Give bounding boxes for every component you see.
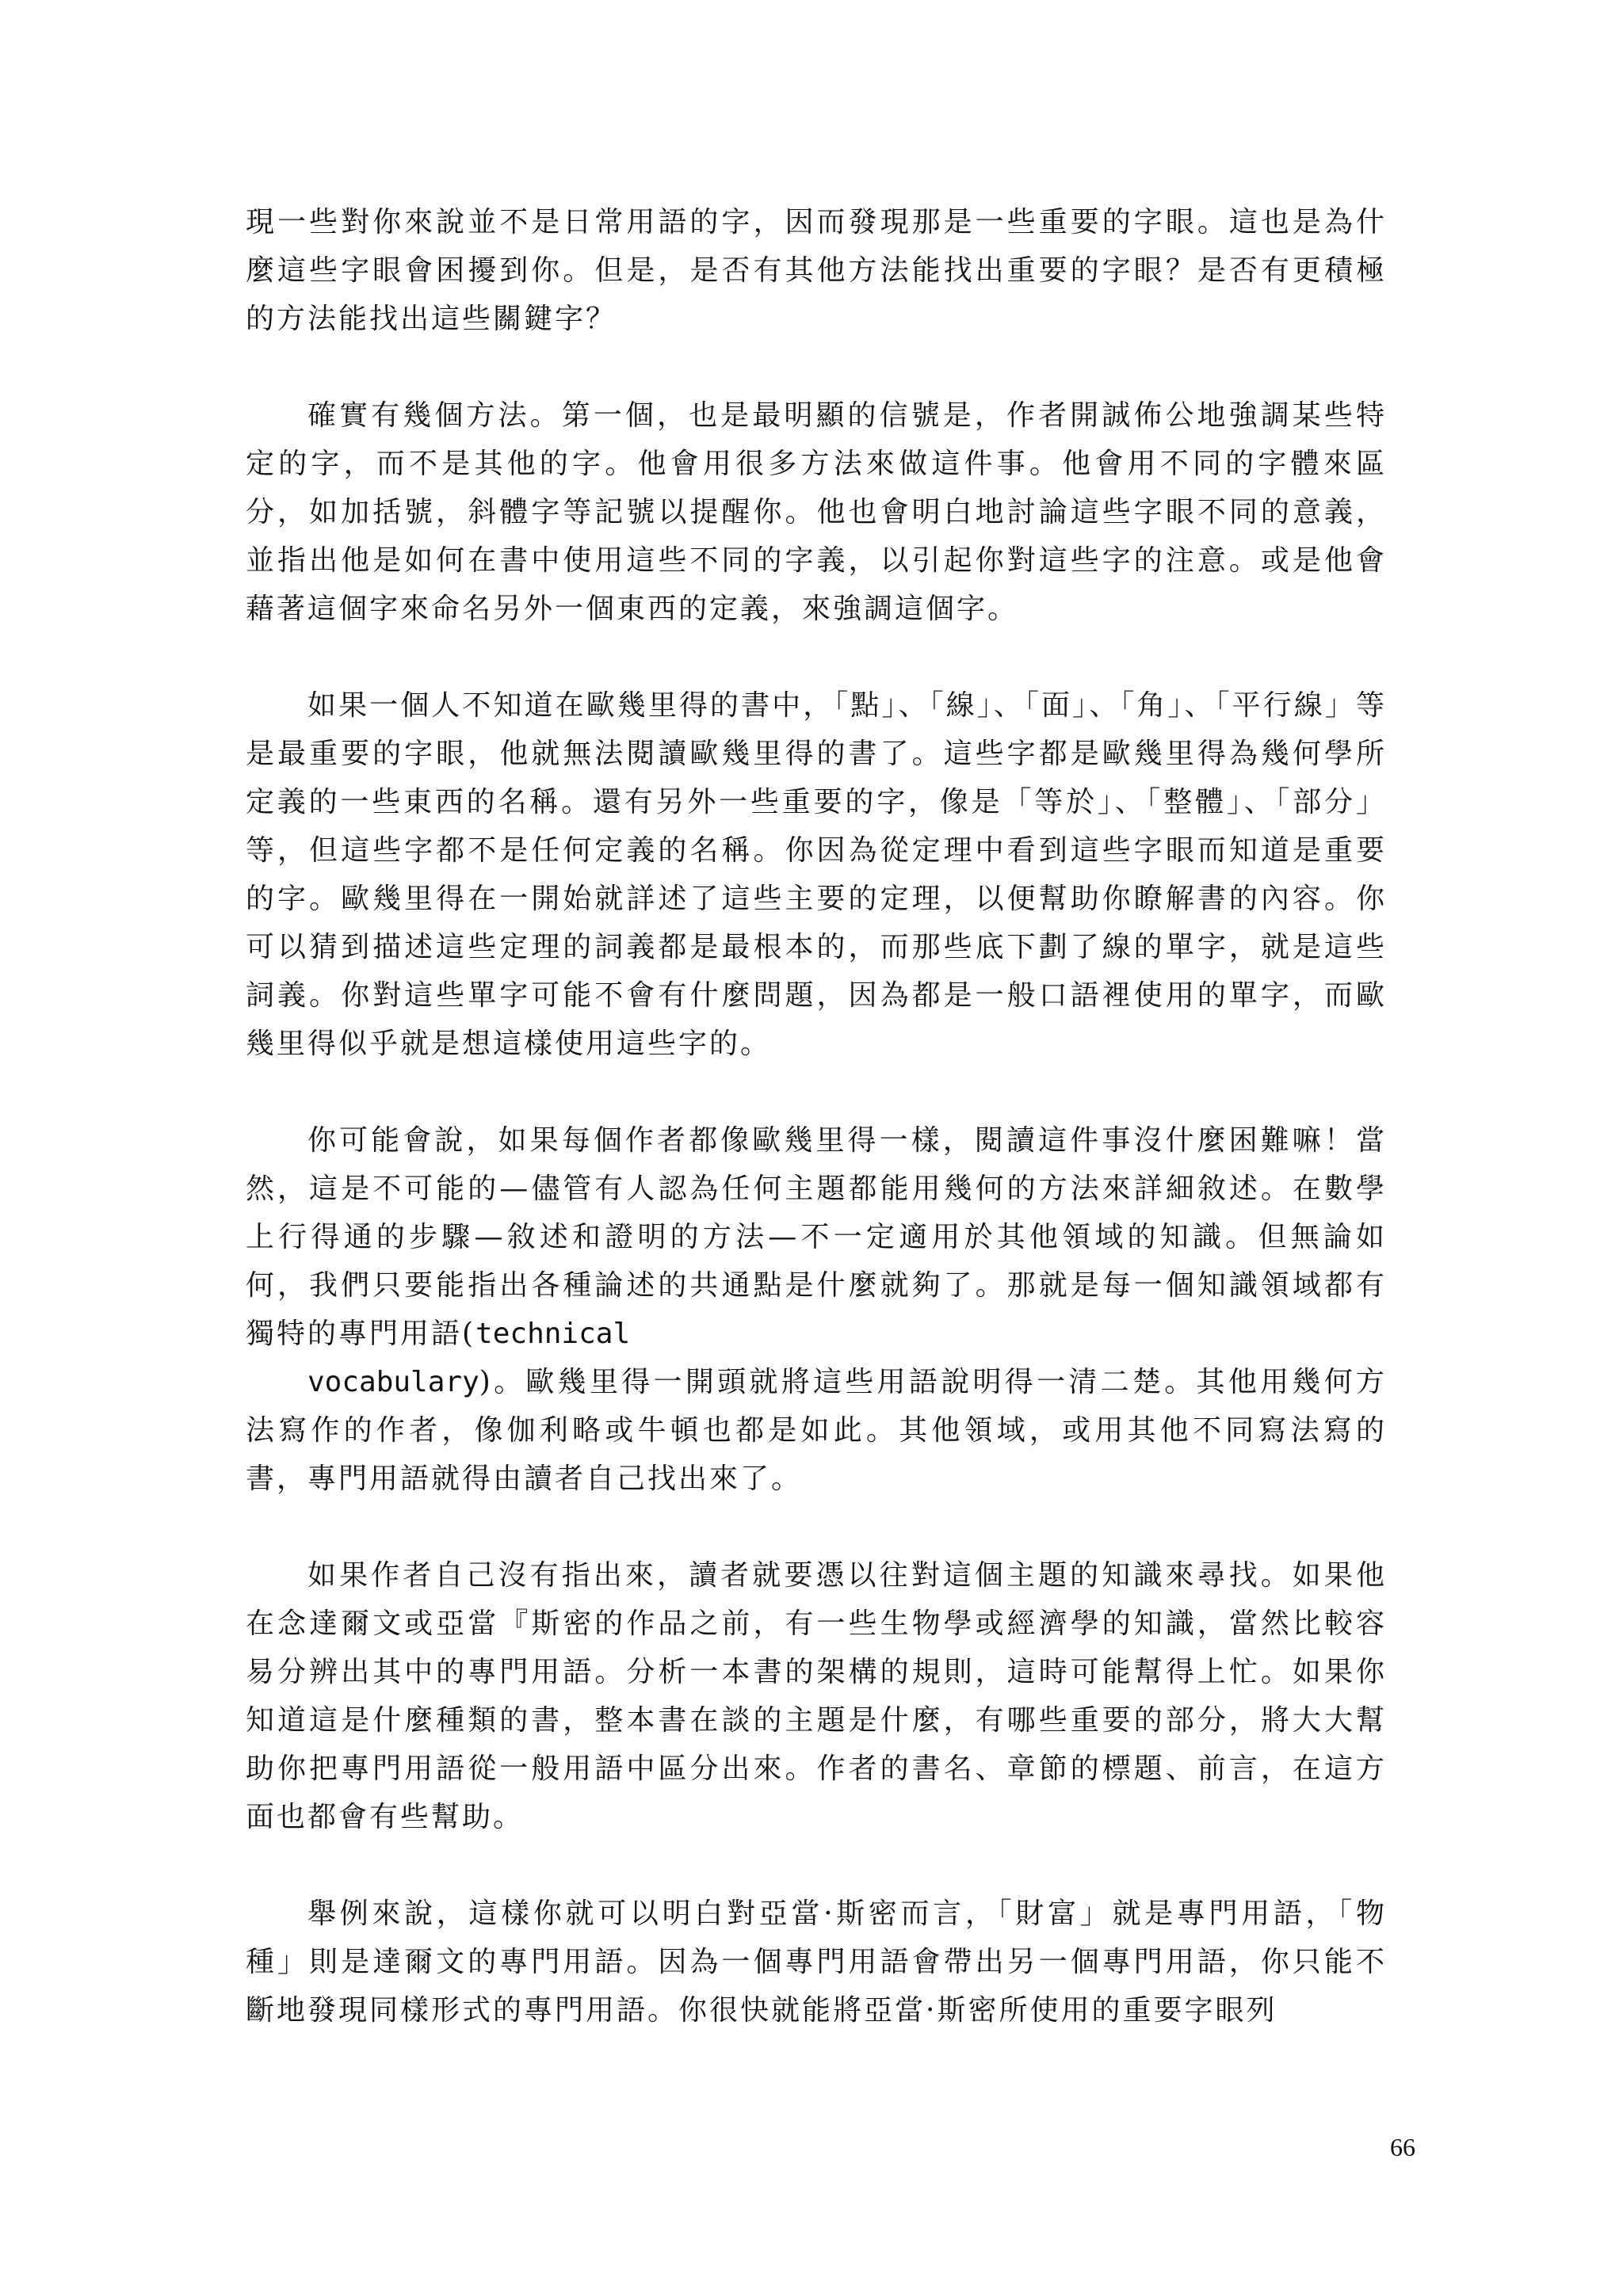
page-number: 66 [1390, 2133, 1415, 2161]
paragraph-methods: 確實有幾個方法。第一個，也是最明顯的信號是，作者開誠佈公地強調某些特定的字，而不是其他的字。他會用很多方法來做這件事。他會用不同的字體來區分，如加括號，斜體字等記號以提醒你。他也會明白地討論這些字眼不同的意義，並指出他是如何在書中使用這些不同的字義，以引起你對這些字的注意。或是他會藉著這個字來命名另外一個東西的定義，來強調這個字。 [246, 399, 1387, 625]
paragraph-technical-vocabulary [246, 1116, 1387, 1503]
paragraph-euclid: 如果一個人不知道在歐幾里得的書中，「點」、「線」、「面」、「角」、「平行線」等是最重要的字眼，他就無法閱讀歐幾里得的書了。這些字都是歐幾里得為幾何學所定義的一些東西的名稱。還有另外一些重要的字，像是「等於」、「整體」、「部分」等，但這些字都不是任何定義的名稱。你因為從定理中看到這些字眼而知道是重要的字。歐幾里得在一開始就詳述了這些主要的定理，以便幫助你瞭解書的內容。你可以猜到描述這些定理的詞義都是最根本的，而那些底下劃了線的單字，就是這些詞義。你對這些單字可能不會有什麼問題，因為都是一般口語裡使用的單字，而歐幾里得似乎就是想這樣使用這些字的。 [246, 689, 1387, 1060]
paragraph-example: 舉例來說，這樣你就可以明白對亞當·斯密而言，「財富」就是專門用語，「物種」則是達爾文的專門用語。因為一個專門用語會帶出另一個專門用語，你只能不斷地發現同樣形式的專門用語。你很快就能將亞當·斯密所使用的重要字眼列 [246, 1897, 1387, 2027]
paragraph-continuation-line [246, 1358, 1387, 1503]
paragraph-text-part2: )。歐幾里得一開頭就將這些用語說明得一清二楚。其他用幾何方法寫作的作者，像伽利略或牛頓也都是如此。其他領域，或用其他不同寫法寫的書，專門用語就得由讀者自己找出來了。 [246, 1366, 1387, 1495]
term-technical: technical [475, 1318, 631, 1350]
paragraph-text-part1: 你可能會說，如果每個作者都像歐幾里得一樣，閱讀這件事沒什麼困難嘛！當然，這是不可能的—儘管有人認為任何主題都能用幾何的方法來詳細敘述。在數學上行得通的步驟—敘述和證明的方法—不一定適用於其他領域的知識。但無論如何，我們只要能指出各種論述的共通點是什麼就夠了。那就是每一個知識領域都有獨特的專門用語( [246, 1124, 1387, 1350]
paragraph-prior-knowledge: 如果作者自己沒有指出來，讀者就要憑以往對這個主題的知識來尋找。如果他在念達爾文或亞當『斯密的作品之前，有一些生物學或經濟學的知識，當然比較容易分辨出其中的專門用語。分析一本書的架構的規則，這時可能幫得上忙。如果你知道這是什麼種類的書，整本書在談的主題是什麼，有哪些重要的部分，將大大幫助你把專門用語從一般用語中區分出來。作者的書名、章節的標題、前言，在這方面也都會有些幫助。 [246, 1559, 1387, 1833]
term-vocabulary: vocabulary [307, 1366, 479, 1398]
paragraph-continuation: 現一些對你來說並不是日常用語的字，因而發現那是一些重要的字眼。這也是為什麼這些字眼會困擾到你。但是，是否有其他方法能找出重要的字眼？是否有更積極的方法能找出這些關鍵字？ [246, 206, 1387, 335]
body-text [246, 198, 1387, 2083]
